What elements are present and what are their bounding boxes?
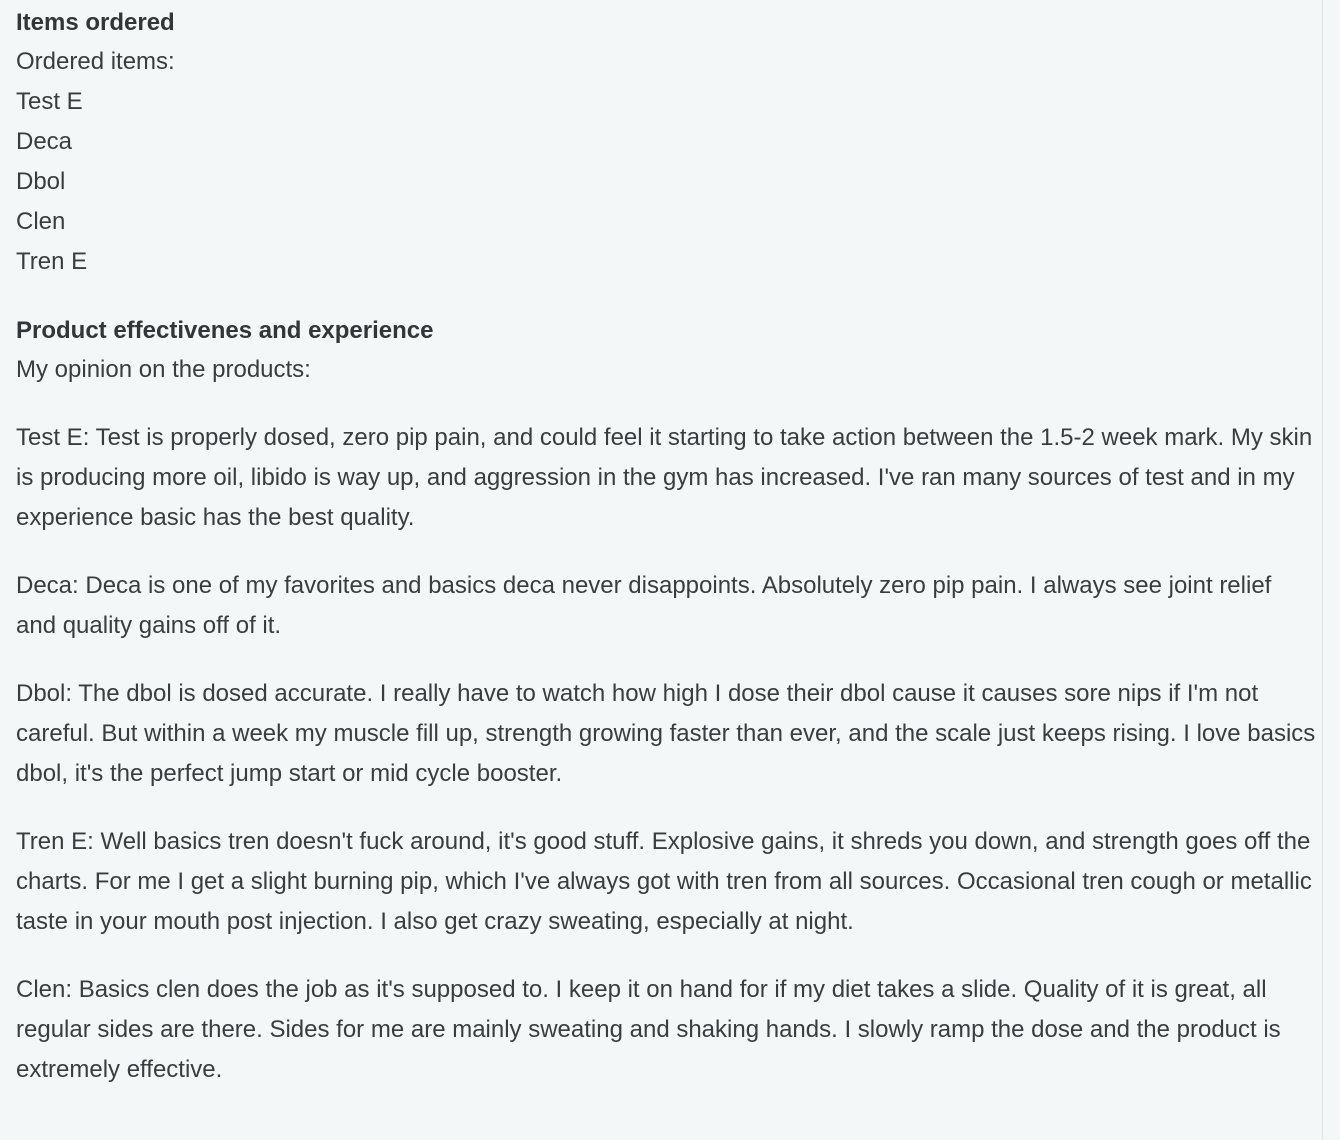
review-paragraph-test-e: Test E: Test is properly dosed, zero pip pain, and could feel it starting to take action between the 1.5-2 week mark. My skin is producing more oil, libido is way up, and aggression in the gym has increased. I've ran many sources of test and in my experience basic has the best quality. [16, 424, 1313, 531]
section-spacer [16, 282, 1316, 312]
items-ordered-section [16, 4, 1316, 282]
review-paragraph-dbol: Dbol: The dbol is dosed accurate. I really have to watch how high I dose their dbol cause it causes sore nips if I'm not careful. But within a week my muscle fill up, strength growing faster than ever, and the scale just keeps rising. I love basics dbol, it's the perfect jump start or mid cycle booster. [16, 680, 1316, 787]
ordered-item: Clen [16, 208, 66, 235]
ordered-item: Tren E [16, 248, 88, 275]
ordered-item: Dbol [16, 168, 66, 195]
review-paragraph-clen: Clen: Basics clen does the job as it's supposed to. I keep it on hand for if my diet takes a slide. Quality of it is great, all regular sides are there. Sides for me are mainly sweating and shaking hands. I slowly ramp the dose and the product is extremely effective. [16, 976, 1281, 1083]
items-ordered-heading: Items ordered [16, 9, 175, 36]
ordered-item: Deca [16, 128, 73, 155]
review-paragraph-tren-e: Tren E: Well basics tren doesn't fuck around, it's good stuff. Explosive gains, it shreds you down, and strength goes off the charts. For me I get a slight burning pip, which I've always got with tren from all sources. Occasional tren cough or metallic taste in your mouth post injection. I also get crazy sweating, especially at night. [16, 828, 1312, 935]
review-content [16, 4, 1316, 1090]
items-ordered-intro: Ordered items: [16, 48, 175, 75]
experience-intro: My opinion on the products: [16, 356, 311, 383]
experience-section [16, 312, 1316, 1090]
review-paragraph-deca: Deca: Deca is one of my favorites and basics deca never disappoints. Absolutely zero pip pain. I always see joint relief and quality gains off of it. [16, 572, 1272, 639]
experience-heading: Product effectivenes and experience [16, 317, 434, 344]
ordered-item: Test E [16, 88, 83, 115]
